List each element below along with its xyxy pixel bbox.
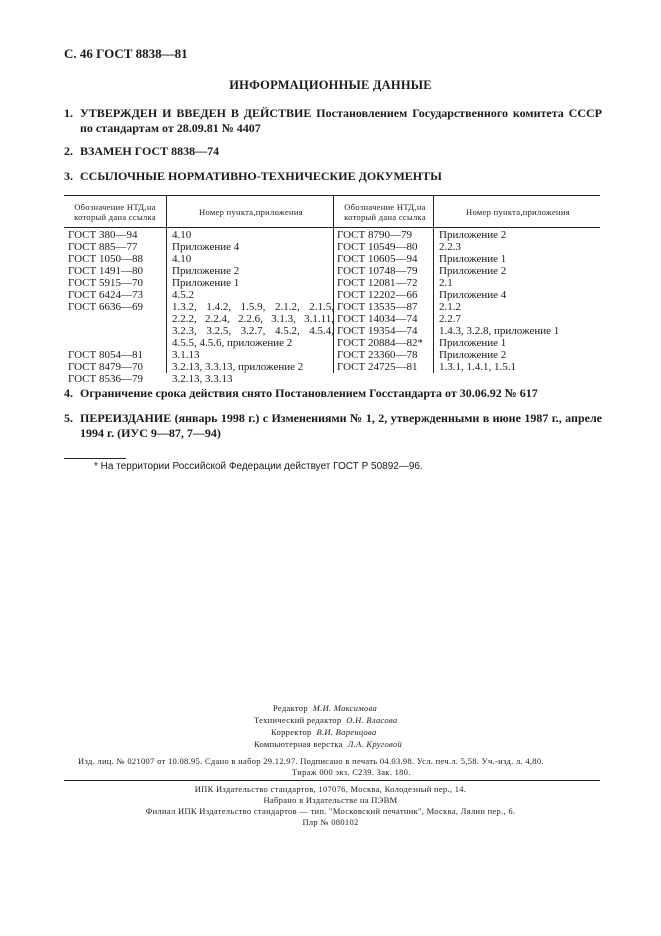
table-header <box>64 195 600 228</box>
printer-line: Филиал ИПК Издательство стандартов — тип. "Московский печатник", Москва, Лялин пер., 6. <box>145 806 516 816</box>
table-cell: ГОСТ 14034—74 <box>337 313 418 325</box>
table-cell: 2.1.2 <box>439 301 461 313</box>
editor-name: М.И. Максимова <box>312 703 378 713</box>
table-cell: 2.2.2, 2.2.4, 2.2.6, 3.1.3, 3.1.11, <box>172 313 334 325</box>
table-cell: ГОСТ 19354—74 <box>337 325 418 337</box>
table-cell: ГОСТ 1050—88 <box>68 253 143 265</box>
table-cell: 3.2.13, 3.3.13, приложение 2 <box>172 361 304 373</box>
table-cell: ГОСТ 8054—81 <box>68 349 143 361</box>
table-cell: Приложение 4 <box>172 241 240 253</box>
table-cell: ГОСТ 8790—79 <box>337 229 412 241</box>
table-cell: ГОСТ 20884—82* <box>337 337 423 349</box>
table-cell: 2.2.3 <box>439 241 461 253</box>
print-run: Тираж 000 экз. С239. Зак. 180. <box>292 767 411 777</box>
table-cell: 3.1.13 <box>172 349 200 361</box>
column-divider <box>333 195 334 373</box>
table-cell: 1.3.2, 1.4.2, 1.5.9, 2.1.2, 2.1.5, <box>172 301 334 313</box>
table-cell: ГОСТ 10549—80 <box>337 241 418 253</box>
table-cell: ГОСТ 8536—79 <box>68 373 143 385</box>
publisher-line: ИПК Издательство стандартов, 107076, Москва, Колодезный пер., 14. <box>194 784 467 794</box>
section-title: ИНФОРМАЦИОННЫЕ ДАННЫЕ <box>229 78 432 92</box>
table-cell: ГОСТ 5915—70 <box>68 277 143 289</box>
table-cell: 1.3.1, 1.4.1, 1.5.1 <box>439 361 516 373</box>
tech-editor-label: Технический редактор <box>254 715 342 725</box>
proofreader-line <box>271 727 377 738</box>
table-cell: 3.2.13, 3.3.13 <box>172 373 233 385</box>
header-point-1: Номер пункта,приложения <box>199 206 303 217</box>
item-text: Ограничение срока действия снято Постановлением Госстандарта от 30.06.92 № 617 <box>80 386 538 400</box>
table-cell: ГОСТ 10605—94 <box>337 253 418 265</box>
info-item-2 <box>64 144 602 159</box>
typeset-line: Набрано в Издательстве на ПЭВМ <box>263 795 398 805</box>
table-cell: 1.4.3, 3.2.8, приложение 1 <box>439 325 560 337</box>
table-cell: 4.5.2 <box>172 289 194 301</box>
info-item-1 <box>64 106 602 136</box>
table-cell: Приложение 2 <box>439 349 507 361</box>
footnote-divider <box>64 458 126 459</box>
table-cell: Приложение 2 <box>439 229 507 241</box>
editor-label: Редактор <box>273 703 308 713</box>
table-cell: ГОСТ 12202—66 <box>337 289 418 301</box>
editor-line <box>273 703 377 714</box>
table-cell: Приложение 2 <box>439 265 507 277</box>
license-line: Плр № 080102 <box>302 817 359 827</box>
layout-label: Компьютерная верстка <box>254 739 343 749</box>
footnote: * На территории Российской Федерации действует ГОСТ Р 50892—96. <box>94 461 423 472</box>
table-cell: ГОСТ 12081—72 <box>337 277 418 289</box>
table-cell: Приложение 4 <box>439 289 507 301</box>
item-text: ВЗАМЕН ГОСТ 8838—74 <box>80 144 220 158</box>
info-item-4 <box>64 386 602 401</box>
table-cell: 4.10 <box>172 253 192 265</box>
info-item-3 <box>64 169 602 184</box>
item-number: 1. <box>64 106 73 120</box>
table-cell: ГОСТ 380—94 <box>68 229 138 241</box>
item-text: ПЕРЕИЗДАНИЕ (январь 1998 г.) с Изменениями № 1, 2, утвержденными в июне 1987 г., апреле 1994 г. (ИУС 9—87, 7—94) <box>80 411 602 440</box>
table-cell: Приложение 1 <box>439 337 507 349</box>
table-cell: 3.2.3, 3.2.5, 3.2.7, 4.5.2, 4.5.4, <box>172 325 334 337</box>
item-number: 3. <box>64 169 73 183</box>
table-cell: ГОСТ 23360—78 <box>337 349 418 361</box>
table-cell: ГОСТ 13535—87 <box>337 301 418 313</box>
header-doc-1: Обозначение НТД,на который дана ссылка <box>74 201 156 222</box>
table-cell: 2.1 <box>439 277 453 289</box>
proofreader-name: В.И. Варенцова <box>316 727 377 737</box>
table-cell: Приложение 1 <box>172 277 240 289</box>
item-text: УТВЕРЖДЕН И ВВЕДЕН В ДЕЙСТВИЕ Постановлением Государственного комитета СССР по стандартам от 28.09.81 № 4407 <box>80 106 602 135</box>
table-cell: 4.5.5, 4.5.6, приложение 2 <box>172 337 293 349</box>
table-cell: ГОСТ 6636—69 <box>68 301 143 313</box>
header-doc-2: Обозначение НТД,на который дана ссылка <box>344 201 426 222</box>
item-number: 5. <box>64 411 73 425</box>
table-cell: ГОСТ 6424—73 <box>68 289 143 301</box>
imprint-divider <box>64 780 600 781</box>
item-number: 4. <box>64 386 73 400</box>
tech-editor-name: О.Н. Власова <box>346 715 398 725</box>
table-cell: Приложение 1 <box>439 253 507 265</box>
page-header: С. 46 ГОСТ 8838—81 <box>64 46 188 61</box>
table-cell: ГОСТ 885—77 <box>68 241 138 253</box>
info-item-5 <box>64 411 602 441</box>
proofreader-label: Корректор <box>271 727 312 737</box>
layout-name: Л.А. Круговой <box>347 739 403 749</box>
item-number: 2. <box>64 144 73 158</box>
column-divider <box>166 195 167 373</box>
table-cell: ГОСТ 10748—79 <box>337 265 418 277</box>
header-point-2: Номер пункта,приложения <box>466 206 570 217</box>
layout-line <box>254 739 402 750</box>
table-cell: ГОСТ 1491—80 <box>68 265 143 277</box>
table-cell: ГОСТ 24725—81 <box>337 361 418 373</box>
item-text: ССЫЛОЧНЫЕ НОРМАТИВНО-ТЕХНИЧЕСКИЕ ДОКУМЕНТЫ <box>80 169 442 183</box>
column-divider <box>433 195 434 373</box>
table-cell: Приложение 2 <box>172 265 240 277</box>
table-cell: 4.10 <box>172 229 192 241</box>
tech-editor-line <box>254 715 397 726</box>
table-cell: 2.2.7 <box>439 313 461 325</box>
print-details: Изд. лиц. № 021007 от 10.08.95. Сдано в набор 29.12.97. Подписано в печать 04.03.98. Усл. печ.л. 5,58. Уч.-изд. л. 4,80. <box>78 756 544 766</box>
table-cell: ГОСТ 8479—70 <box>68 361 143 373</box>
